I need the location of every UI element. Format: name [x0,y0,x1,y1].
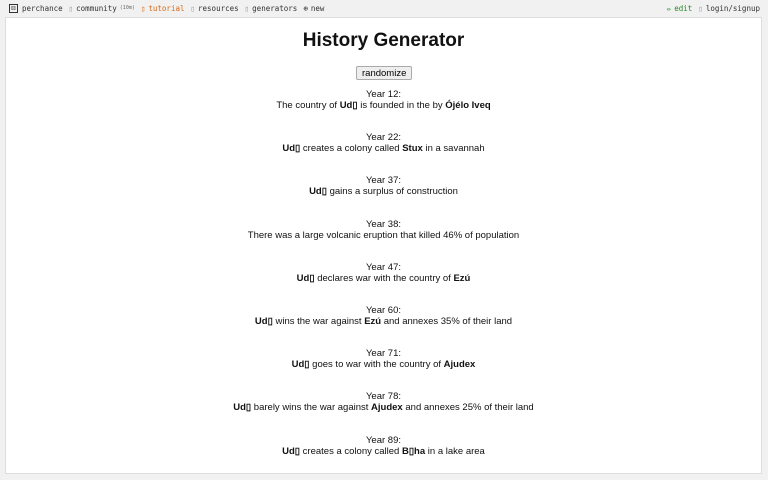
event-entity: Ajudex [443,359,476,371]
event-text [6,230,761,241]
nav-new[interactable] [303,4,324,13]
login-link[interactable] [698,4,760,13]
event-text [6,273,761,284]
event-text-part: There was a large volcanic eruption that killed 46% of population [247,229,520,241]
new-label[interactable]: new [310,3,325,13]
event-entity: Ud▯ [309,186,327,198]
nav-resources[interactable] [191,4,239,13]
event-year: Year 12: [365,89,402,100]
event-entity: Ezú [364,315,382,327]
event-year: Year 60: [365,304,402,316]
event-text [6,143,761,154]
event-text-part: wins the war against [272,315,365,327]
history-event [6,219,761,262]
perchance-label[interactable]: perchance [22,3,63,13]
edit-label[interactable]: edit [674,3,693,13]
event-year: Year 22: [365,132,402,144]
login-label[interactable]: login/signup [705,3,760,13]
plus-circle-icon: ⊕ [303,3,308,13]
event-text [6,100,761,111]
event-text-part: declares war with the country of [314,272,454,284]
community-icon: ▯ [68,3,74,13]
community-count: (10m) [119,5,135,11]
event-year: Year 78: [365,391,402,403]
history-event [6,175,761,218]
event-year: Year 37: [365,175,402,187]
event-year: Year 38: [365,218,402,230]
event-text [6,446,761,457]
event-text-part: and annexes 35% of their land [381,315,513,327]
generator-output [5,17,762,474]
history-event [6,348,761,391]
community-label[interactable]: community [76,3,117,13]
event-entity: Ud▯ [282,143,301,155]
nav-community[interactable] [69,4,135,13]
nav-perchance[interactable] [22,4,63,13]
event-year: Year 47: [365,261,402,273]
resources-label[interactable]: resources [198,3,239,13]
generators-label[interactable]: generators [252,3,298,13]
tutorial-label[interactable]: tutorial [148,3,185,13]
event-entity: Ud▯ [233,402,252,414]
event-text [6,316,761,327]
event-text-part: in a lake area [425,445,485,457]
event-text-part: creates a colony called [300,445,402,457]
event-text-part: in a savannah [422,143,485,155]
event-entity: Ójélo Iveq [445,100,491,111]
history-event [6,305,761,348]
edit-link[interactable] [667,4,693,13]
event-text-part: and annexes 25% of their land [402,402,534,414]
page-title: History Generator [302,30,465,51]
event-entity: Ud▯ [254,315,273,327]
event-entity: Ud▯ [339,100,358,111]
event-entity: Ud▯ [296,272,315,284]
pencil-icon: ✏ [666,3,672,13]
history-event [6,262,761,305]
event-text-part: goes to war with the country of [309,359,444,371]
event-text-part: creates a colony called [300,143,403,155]
tutorial-icon: ▯ [140,3,146,13]
event-text [6,359,761,370]
event-entity: B▯ha [401,445,426,457]
event-text-part: barely wins the war against [251,402,372,414]
history-event [6,89,761,132]
history-event [6,435,761,478]
history-event [6,391,761,434]
top-nav-bar [0,0,768,16]
generators-icon: ▯ [244,3,250,13]
event-year: Year 71: [365,348,402,360]
event-entity: Ud▯ [291,359,310,371]
nav-generators[interactable] [245,4,298,13]
event-text [6,402,761,413]
event-entity: Ezú [453,272,471,284]
event-entity: Ud▯ [282,445,301,457]
event-year: Year 89: [365,434,402,446]
history-events [6,89,761,478]
nav-tutorial[interactable] [141,4,185,13]
history-event [6,132,761,175]
event-text [6,186,761,197]
event-text-part: The country of [276,100,340,111]
event-entity: Stux [402,143,423,155]
randomize-button[interactable]: randomize [356,66,412,80]
login-icon: ▯ [698,3,703,13]
resources-icon: ▯ [190,3,196,13]
dice-logo-icon[interactable]: ⚄ [9,4,18,13]
event-text-part: gains a surplus of construction [326,186,458,198]
event-text-part: is founded in the by [357,100,446,111]
event-entity: Ajudex [371,402,403,414]
